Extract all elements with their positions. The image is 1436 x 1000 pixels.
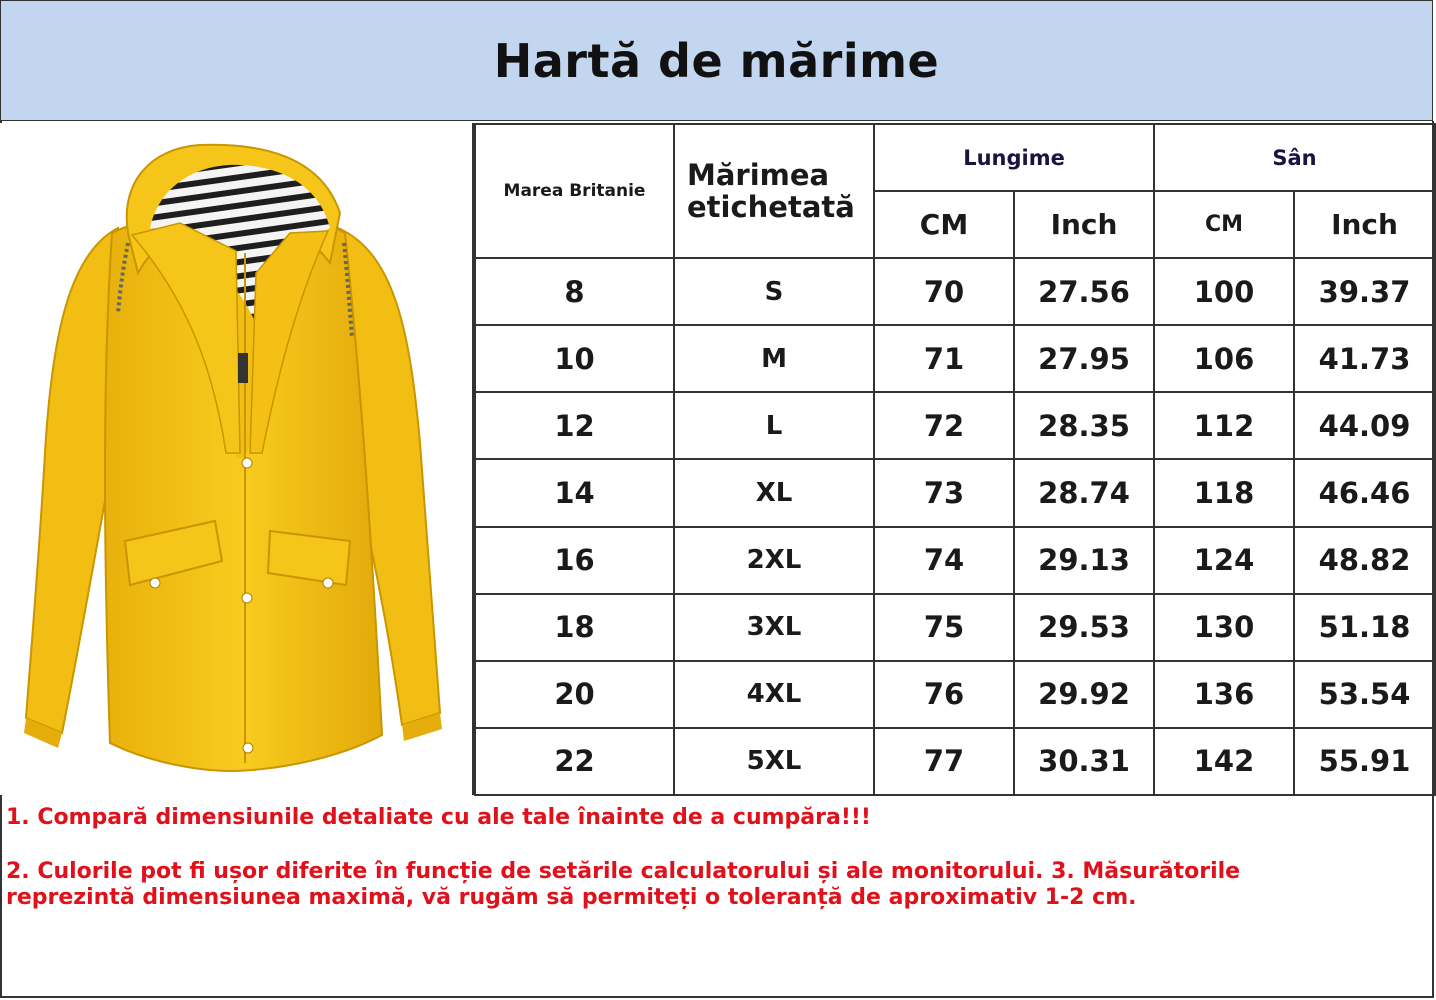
cell-bust-cm: 112 bbox=[1154, 392, 1294, 459]
cell-size: XL bbox=[674, 459, 874, 526]
cell-length-inch: 30.31 bbox=[1014, 728, 1154, 795]
header-labeled-size: Mărimea etichetată bbox=[674, 124, 874, 258]
cell-uk: 8 bbox=[475, 258, 674, 325]
cell-size: S bbox=[674, 258, 874, 325]
cell-bust-cm: 142 bbox=[1154, 728, 1294, 795]
table-row bbox=[475, 661, 1435, 728]
table-row bbox=[475, 459, 1435, 526]
cell-bust-cm: 130 bbox=[1154, 594, 1294, 661]
product-image-panel bbox=[0, 123, 474, 795]
header-uk: Marea Britanie bbox=[475, 124, 674, 258]
table-row bbox=[475, 392, 1435, 459]
cell-length-cm: 77 bbox=[874, 728, 1014, 795]
cell-length-inch: 28.35 bbox=[1014, 392, 1154, 459]
note-colors-line1: 2. Culorile pot fi ușor diferite în funcție de setările calculatorului și ale monitorului. 3. Măsurătorile bbox=[6, 859, 1241, 884]
table-row bbox=[475, 594, 1435, 661]
header-length-inch: Inch bbox=[1014, 191, 1154, 258]
cell-size: M bbox=[674, 325, 874, 392]
cell-length-cm: 71 bbox=[874, 325, 1014, 392]
cell-uk: 10 bbox=[475, 325, 674, 392]
cell-uk: 16 bbox=[475, 527, 674, 594]
cell-length-inch: 27.95 bbox=[1014, 325, 1154, 392]
header-length: Lungime bbox=[874, 124, 1154, 191]
cell-bust-inch: 39.37 bbox=[1294, 258, 1435, 325]
cell-length-inch: 29.92 bbox=[1014, 661, 1154, 728]
cell-uk: 18 bbox=[475, 594, 674, 661]
cell-size: 5XL bbox=[674, 728, 874, 795]
cell-uk: 14 bbox=[475, 459, 674, 526]
note-compare: 1. Compară dimensiunile detaliate cu ale tale înainte de a cumpăra!!! bbox=[6, 805, 871, 830]
header-bust-cm: CM bbox=[1154, 191, 1294, 258]
cell-bust-inch: 51.18 bbox=[1294, 594, 1435, 661]
cell-length-cm: 75 bbox=[874, 594, 1014, 661]
cell-length-inch: 28.74 bbox=[1014, 459, 1154, 526]
cell-size: 2XL bbox=[674, 527, 874, 594]
table-row bbox=[475, 258, 1435, 325]
cell-bust-inch: 46.46 bbox=[1294, 459, 1435, 526]
table-row bbox=[475, 325, 1435, 392]
title-banner bbox=[0, 0, 1433, 121]
raincoat-icon bbox=[0, 123, 472, 795]
header-bust-inch: Inch bbox=[1294, 191, 1435, 258]
cell-bust-cm: 118 bbox=[1154, 459, 1294, 526]
cell-bust-cm: 136 bbox=[1154, 661, 1294, 728]
cell-bust-inch: 53.54 bbox=[1294, 661, 1435, 728]
cell-length-cm: 74 bbox=[874, 527, 1014, 594]
cell-size: 4XL bbox=[674, 661, 874, 728]
cell-bust-cm: 100 bbox=[1154, 258, 1294, 325]
cell-bust-cm: 106 bbox=[1154, 325, 1294, 392]
notes-section bbox=[6, 805, 1406, 911]
cell-bust-cm: 124 bbox=[1154, 527, 1294, 594]
cell-length-cm: 72 bbox=[874, 392, 1014, 459]
cell-length-cm: 73 bbox=[874, 459, 1014, 526]
header-bust: Sân bbox=[1154, 124, 1435, 191]
cell-size: 3XL bbox=[674, 594, 874, 661]
header-length-cm: CM bbox=[874, 191, 1014, 258]
cell-uk: 20 bbox=[475, 661, 674, 728]
note-colors-line2: reprezintă dimensiunea maximă, vă rugăm să permiteți o toleranță de aproximativ 1-2 cm. bbox=[6, 885, 1137, 910]
cell-length-inch: 29.13 bbox=[1014, 527, 1154, 594]
cell-length-cm: 76 bbox=[874, 661, 1014, 728]
cell-bust-inch: 41.73 bbox=[1294, 325, 1435, 392]
cell-length-inch: 29.53 bbox=[1014, 594, 1154, 661]
cell-uk: 22 bbox=[475, 728, 674, 795]
cell-uk: 12 bbox=[475, 392, 674, 459]
cell-length-inch: 27.56 bbox=[1014, 258, 1154, 325]
cell-length-cm: 70 bbox=[874, 258, 1014, 325]
table-row bbox=[475, 728, 1435, 795]
size-chart-table bbox=[474, 123, 1436, 796]
cell-bust-inch: 44.09 bbox=[1294, 392, 1435, 459]
page-title: Hartă de mărime bbox=[493, 33, 940, 88]
table-row bbox=[475, 527, 1435, 594]
cell-bust-inch: 48.82 bbox=[1294, 527, 1435, 594]
cell-size: L bbox=[674, 392, 874, 459]
cell-bust-inch: 55.91 bbox=[1294, 728, 1435, 795]
